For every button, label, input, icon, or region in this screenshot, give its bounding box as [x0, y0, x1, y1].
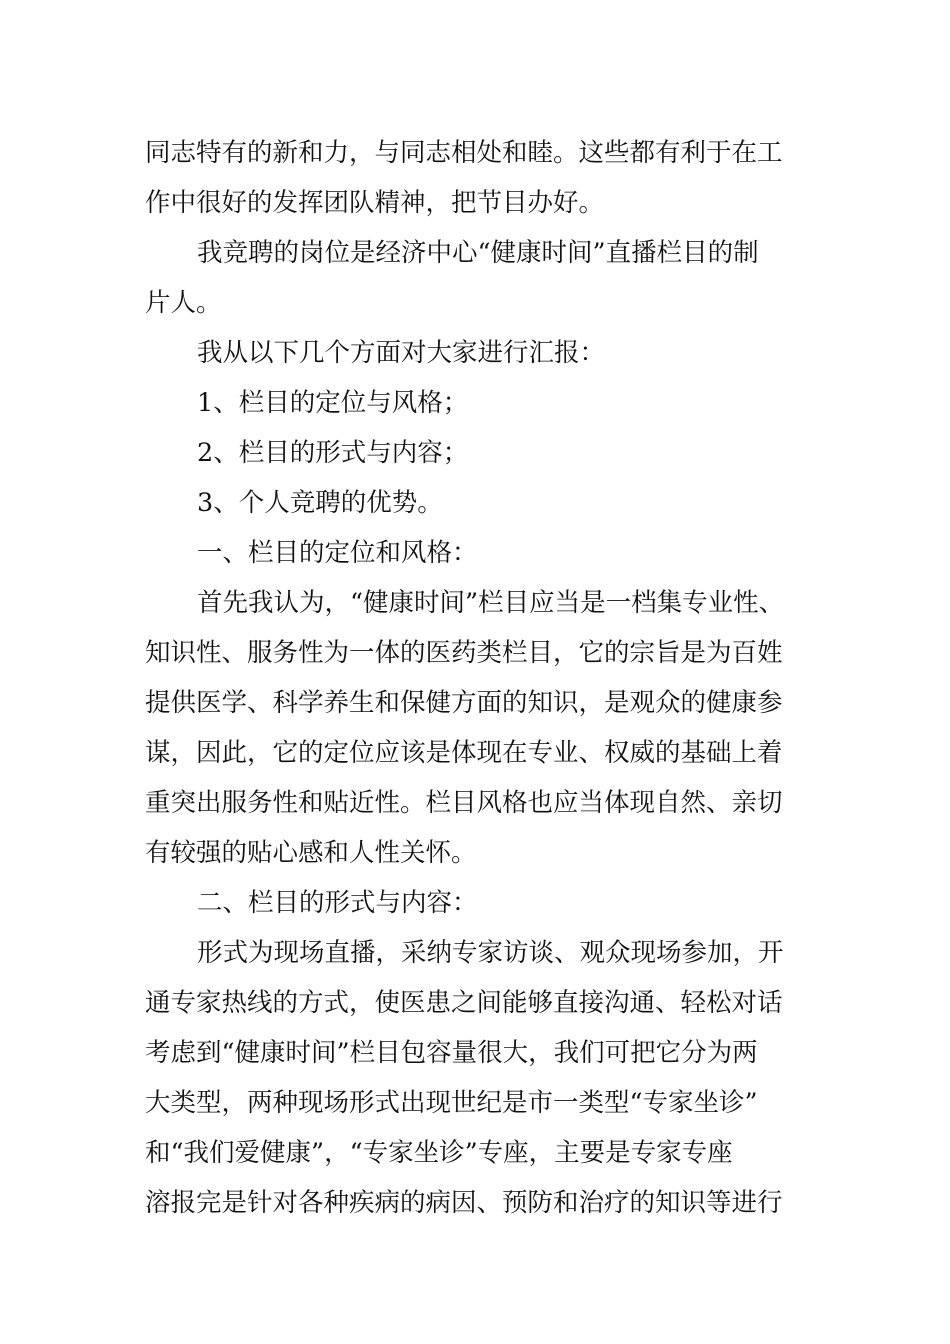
- text-line: 通专家热线的方式，使医患之间能够直接沟通、轻松对话: [145, 988, 783, 1018]
- text-line: 溶报完是针对各种疾病的病因、预防和治疗的知识等进行: [145, 1188, 783, 1218]
- text-line: 谋，因此，它的定位应该是体现在专业、权威的基础上着: [145, 738, 783, 768]
- text-line: 提供医学、科学养生和保健方面的知识，是观众的健康参: [145, 688, 783, 718]
- list-item: 1、栏目的定位与风格；: [197, 388, 469, 418]
- document-body: [145, 128, 810, 1228]
- text-line: 我竞聘的岗位是经济中心“健康时间”直播栏目的制: [197, 238, 759, 268]
- text-line: 作中很好的发挥团队精神，把节目办好。: [145, 188, 605, 218]
- text-line: 有较强的贴心感和人性关怀。: [145, 838, 477, 868]
- section-heading: 二、栏目的形式与内容：: [197, 888, 478, 918]
- text-line: 和“我们爱健康”，“专家坐诊”专座，主要是专家专座: [145, 1138, 733, 1168]
- section-heading: 一、栏目的定位和风格：: [197, 538, 478, 568]
- list-item: 2、栏目的形式与内容；: [197, 438, 469, 468]
- text-line: 同志特有的新和力，与同志相处和睦。这些都有利于在工: [145, 138, 783, 168]
- text-line: 我从以下几个方面对大家进行汇报：: [197, 338, 606, 368]
- text-line: 首先我认为，“健康时间”栏目应当是一档集专业性、: [197, 588, 785, 618]
- text-line: 重突出服务性和贴近性。栏目风格也应当体现自然、亲切: [145, 788, 783, 818]
- text-line: 大类型，两种现场形式出现世纪是市一类型“专家坐诊”: [145, 1088, 758, 1118]
- text-line: 形式为现场直播，采纳专家访谈、观众现场参加，开: [197, 938, 784, 968]
- list-item: 3、个人竞聘的优势。: [197, 488, 443, 518]
- text-line: 考虑到“健康时间”栏目包容量很大，我们可把它分为两: [145, 1038, 758, 1068]
- text-line: 片人。: [145, 288, 222, 318]
- text-line: 知识性、服务性为一体的医药类栏目，它的宗旨是为百姓: [145, 638, 783, 668]
